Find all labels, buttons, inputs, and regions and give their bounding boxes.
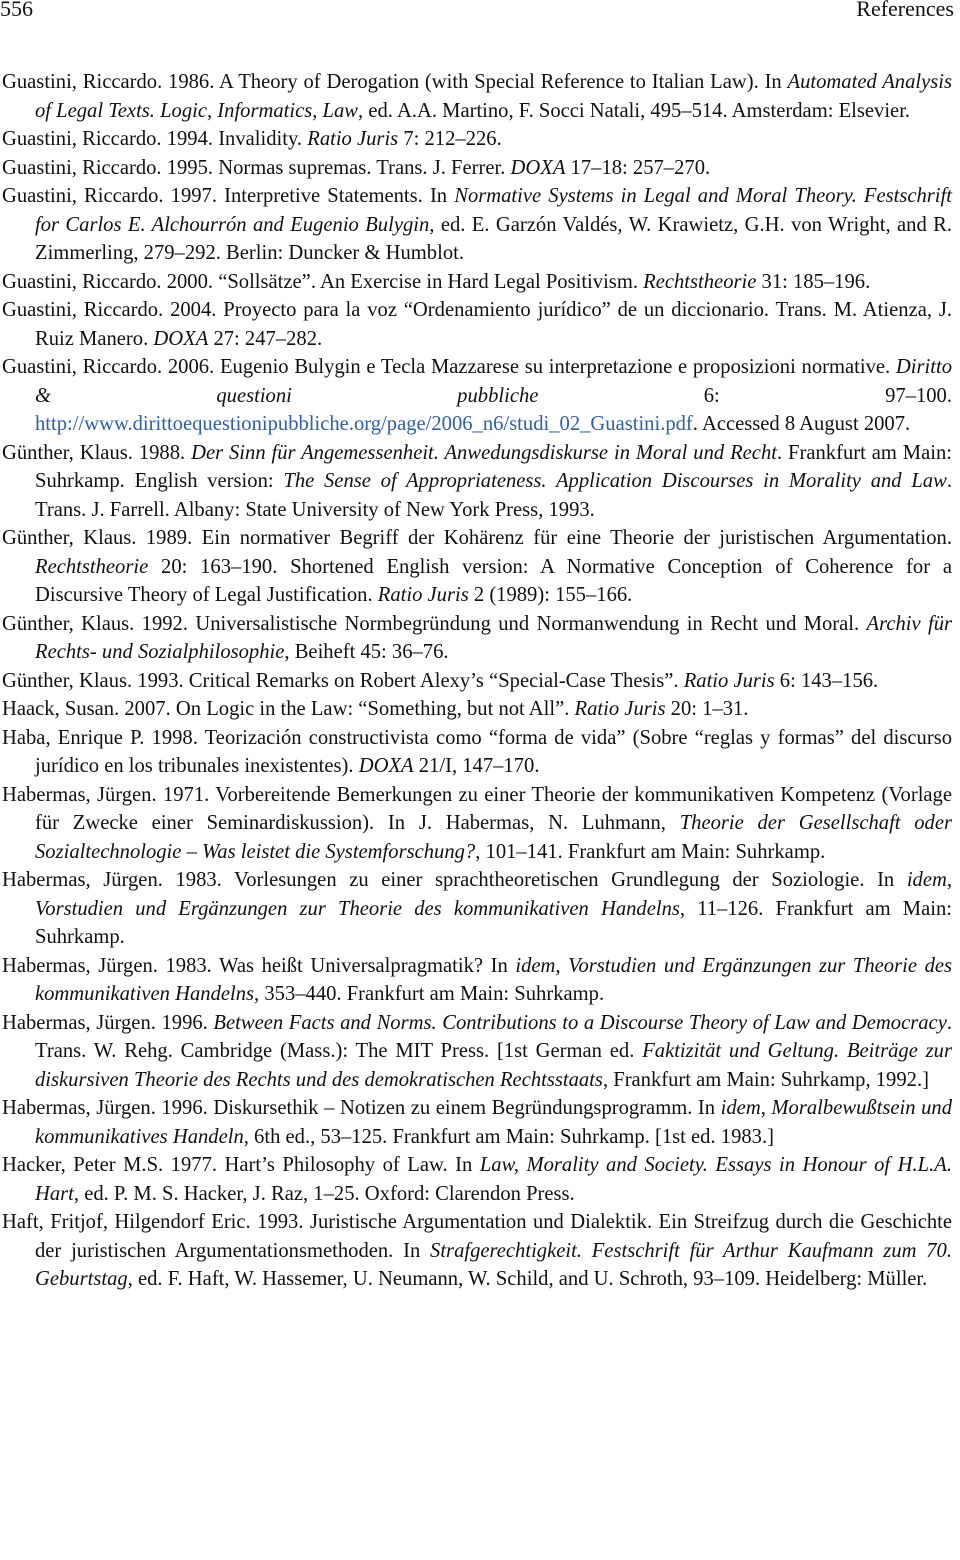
reference-text: Günther, Klaus. 1992. Universalistische Normbegründung und Normanwendung in Recht und Moral. (2, 612, 867, 635)
reference-text: Habermas, Jürgen. 1996. Diskursethik – Notizen zu einem Begründungsprogramm. In (2, 1097, 721, 1119)
reference-text: 7: 212–226. (398, 128, 502, 150)
reference-entry (2, 866, 952, 952)
reference-entry (2, 952, 952, 1009)
reference-text: Guastini, Riccardo. 2004. Proyecto para la voz “Ordenamiento jurídico” de un diccionario. Trans. M. Atienza, J. Ruiz Manero. (2, 299, 952, 350)
reference-text: . Frankfurt am Main: Suhrkamp. English version: (35, 441, 952, 492)
reference-text: , (555, 954, 569, 977)
reference-text: Haba, Enrique P. 1998. Teorización constructivista como “forma de vida” (Sobre “reglas y formas” del discurso jurídico en los tribunales inexistentes). (2, 726, 952, 777)
italic-title: Archiv für Rechts- und Sozialphilosophie (35, 612, 953, 663)
reference-text: Habermas, Jürgen. 1971. Vorbereitende Bemerkungen zu einer Theorie der kommunikativen Kompetenz (Vorlage für Zwecke einer Seminardiskussion). In J. Habermas, N. Luhmann, (2, 783, 952, 834)
reference-text: Habermas, Jürgen. 1983. Vorlesungen zu einer sprachtheoretischen Grundlegung der Soziologie. In (2, 869, 907, 891)
reference-entry (2, 1208, 952, 1294)
reference-link[interactable]: http://www.dirittoequestionipubbliche.org/page/2006_n6/studi_02_Guastini.pdf (35, 413, 693, 435)
italic-title: Moralbewußtsein und kommunikatives Handeln (35, 1097, 953, 1148)
reference-text: Haft, Fritjof, Hilgendorf Eric. 1993. Juristische Argumentation und Dialektik. Ein Streifzug durch die Geschichte der juristischen Argumentationsmethoden. In (2, 1211, 952, 1262)
reference-entry (2, 154, 952, 183)
section-title: References (856, 0, 954, 21)
reference-text: Guastini, Riccardo. 1995. Normas supremas. Trans. J. Ferrer. (2, 156, 511, 179)
reference-text: Günther, Klaus. 1993. Critical Remarks on Robert Alexy’s “Special-Case Thesis”. (2, 669, 684, 692)
italic-title: Diritto & questioni pubbliche (35, 356, 952, 407)
reference-text: Hacker, Peter M.S. 1977. Hart’s Philosophy of Law. In (2, 1154, 480, 1176)
italic-title: Strafgerechtigkeit. Festschrift für Arthur Kaufmann zum 70. Geburtstag (35, 1239, 953, 1290)
reference-entry (2, 182, 952, 268)
reference-text: , 353–440. Frankfurt am Main: Suhrkamp. (254, 983, 605, 1005)
reference-text: , ed. A.A. Martino, F. Socci Natali, 495–514. Amsterdam: Elsevier. (358, 99, 911, 122)
reference-text: , 101–141. Frankfurt am Main: Suhrkamp. (475, 840, 826, 863)
reference-text: , ed. P. M. S. Hacker, J. Raz, 1–25. Oxford: Clarendon Press. (73, 1182, 575, 1205)
reference-entry (2, 1094, 952, 1151)
reference-text: . Accessed 8 August 2007. (692, 413, 911, 435)
italic-title: Ratio Juris (307, 128, 399, 150)
reference-text: Habermas, Jürgen. 1996. (2, 1011, 214, 1034)
reference-entry (2, 296, 952, 353)
italic-title: idem (906, 869, 947, 891)
reference-entry (2, 1151, 952, 1208)
reference-entry (2, 125, 952, 154)
reference-text: Günther, Klaus. 1989. Ein normativer Begriff der Kohärenz für eine Theorie der juristischen Argumentation. (2, 527, 952, 549)
reference-text: , 11–126. Frankfurt am Main: Suhrkamp. (35, 897, 952, 948)
running-head (0, 0, 954, 26)
reference-text: 20: 1–31. (665, 698, 749, 720)
italic-title: Ratio Juris (574, 698, 666, 720)
reference-text: 31: 185–196. (756, 270, 871, 293)
italic-title: DOXA (510, 156, 566, 179)
reference-entry (2, 781, 952, 867)
reference-text: 20: 163–190. Shortened English version: A Normative Conception of Coherence for a Discursive Theory of Legal Justification. (35, 555, 952, 606)
reference-text: , (760, 1097, 772, 1119)
reference-list (2, 68, 952, 1294)
reference-text: 17–18: 257–270. (565, 156, 711, 179)
reference-text: Guastini, Riccardo. 2000. “Sollsätze”. An Exercise in Hard Legal Positivism. (2, 270, 644, 293)
reference-text: 27: 247–282. (208, 327, 323, 350)
reference-text: Guastini, Riccardo. 2006. Eugenio Bulygin e Tecla Mazzarese su interpretazione e proposizioni normative. (2, 356, 896, 378)
reference-text: , Beiheft 45: 36–76. (284, 641, 449, 663)
italic-title: idem (515, 954, 556, 977)
reference-text: 6: 143–156. (774, 669, 879, 692)
italic-title: DOXA (153, 327, 209, 350)
italic-title: Faktizität und Geltung. Beiträge zur diskursiven Theorie des Rechts und des demokratischen Rechtsstaats (35, 1040, 952, 1091)
italic-title: Between Facts and Norms. Contributions to a Discourse Theory of Law and Democracy (213, 1011, 947, 1034)
italic-title: Rechtstheorie (35, 555, 149, 578)
italic-title: Law, Morality and Society. Essays in Honour of H.L.A. Hart (35, 1154, 952, 1205)
reference-entry (2, 610, 952, 667)
reference-text: Guastini, Riccardo. 1986. A Theory of Derogation (with Special Reference to Italian Law). In (2, 71, 788, 93)
italic-title: Vorstudien und Ergänzungen zur Theorie des kommunikativen Handelns (35, 897, 680, 920)
reference-text: . Trans. J. Farrell. Albany: State University of New York Press, 1993. (35, 470, 952, 521)
italic-title: idem (720, 1097, 761, 1119)
reference-entry (2, 439, 952, 525)
reference-entry (2, 724, 952, 781)
italic-title: Der Sinn für Angemessenheit. Anwedungsdiskurse in Moral und Recht (191, 441, 777, 464)
italic-title: Vorstudien und Ergänzungen zur Theorie des kommunikativen Handelns (35, 954, 953, 1005)
reference-text: Haack, Susan. 2007. On Logic in the Law: “Something, but not All”. (2, 698, 575, 720)
italic-title: The Sense of Appropriateness. Application Discourses in Morality and Law (283, 470, 947, 492)
reference-text: . Trans. W. Rehg. Cambridge (Mass.): The MIT Press. [1st German ed. (35, 1011, 952, 1062)
reference-text: Habermas, Jürgen. 1983. Was heißt Universalpragmatik? In (2, 954, 516, 977)
italic-title: DOXA (358, 755, 414, 777)
italic-title: Ratio Juris (377, 584, 469, 606)
reference-text: Guastini, Riccardo. 1994. Invalidity. (2, 128, 308, 150)
reference-text: Guastini, Riccardo. 1997. Interpretive Statements. In (2, 185, 455, 207)
italic-title: Automated Analysis of Legal Texts. Logic, Informatics, Law (35, 71, 952, 122)
reference-text: 21/I, 147–170. (413, 755, 540, 777)
reference-text: , Frankfurt am Main: Suhrkamp, 1992.] (602, 1068, 929, 1091)
reference-entry (2, 68, 952, 125)
reference-entry (2, 1009, 952, 1095)
italic-title: Normative Systems in Legal and Moral Theory. Festschrift for Carlos E. Alchourrón and Eugenio Bulygin (35, 185, 952, 236)
reference-entry (2, 524, 952, 610)
italic-title: Theorie der Gesellschaft oder Sozialtechnologie – Was leistet die Systemforschung? (35, 812, 953, 863)
page-number: 556 (0, 0, 33, 21)
reference-text: Günther, Klaus. 1988. (2, 441, 192, 464)
reference-text: , (946, 869, 952, 891)
reference-text: , ed. E. Garzón Valdés, W. Krawietz, G.H. von Wright, and R. Zimmerling, 279–292. Berlin: Duncker & Humblot. (35, 213, 953, 264)
reference-entry (2, 353, 952, 439)
reference-text: 6: 97–100. (538, 384, 952, 407)
reference-text: , ed. F. Haft, W. Hassemer, U. Neumann, W. Schild, and U. Schroth, 93–109. Heidelberg: Müller. (127, 1268, 928, 1290)
reference-entry (2, 695, 952, 724)
reference-entry (2, 268, 952, 297)
reference-entry (2, 667, 952, 696)
italic-title: Rechtstheorie (643, 270, 757, 293)
italic-title: Ratio Juris (683, 669, 775, 692)
reference-text: , 6th ed., 53–125. Frankfurt am Main: Suhrkamp. [1st ed. 1983.] (243, 1125, 774, 1148)
reference-text: 2 (1989): 155–166. (468, 584, 633, 606)
